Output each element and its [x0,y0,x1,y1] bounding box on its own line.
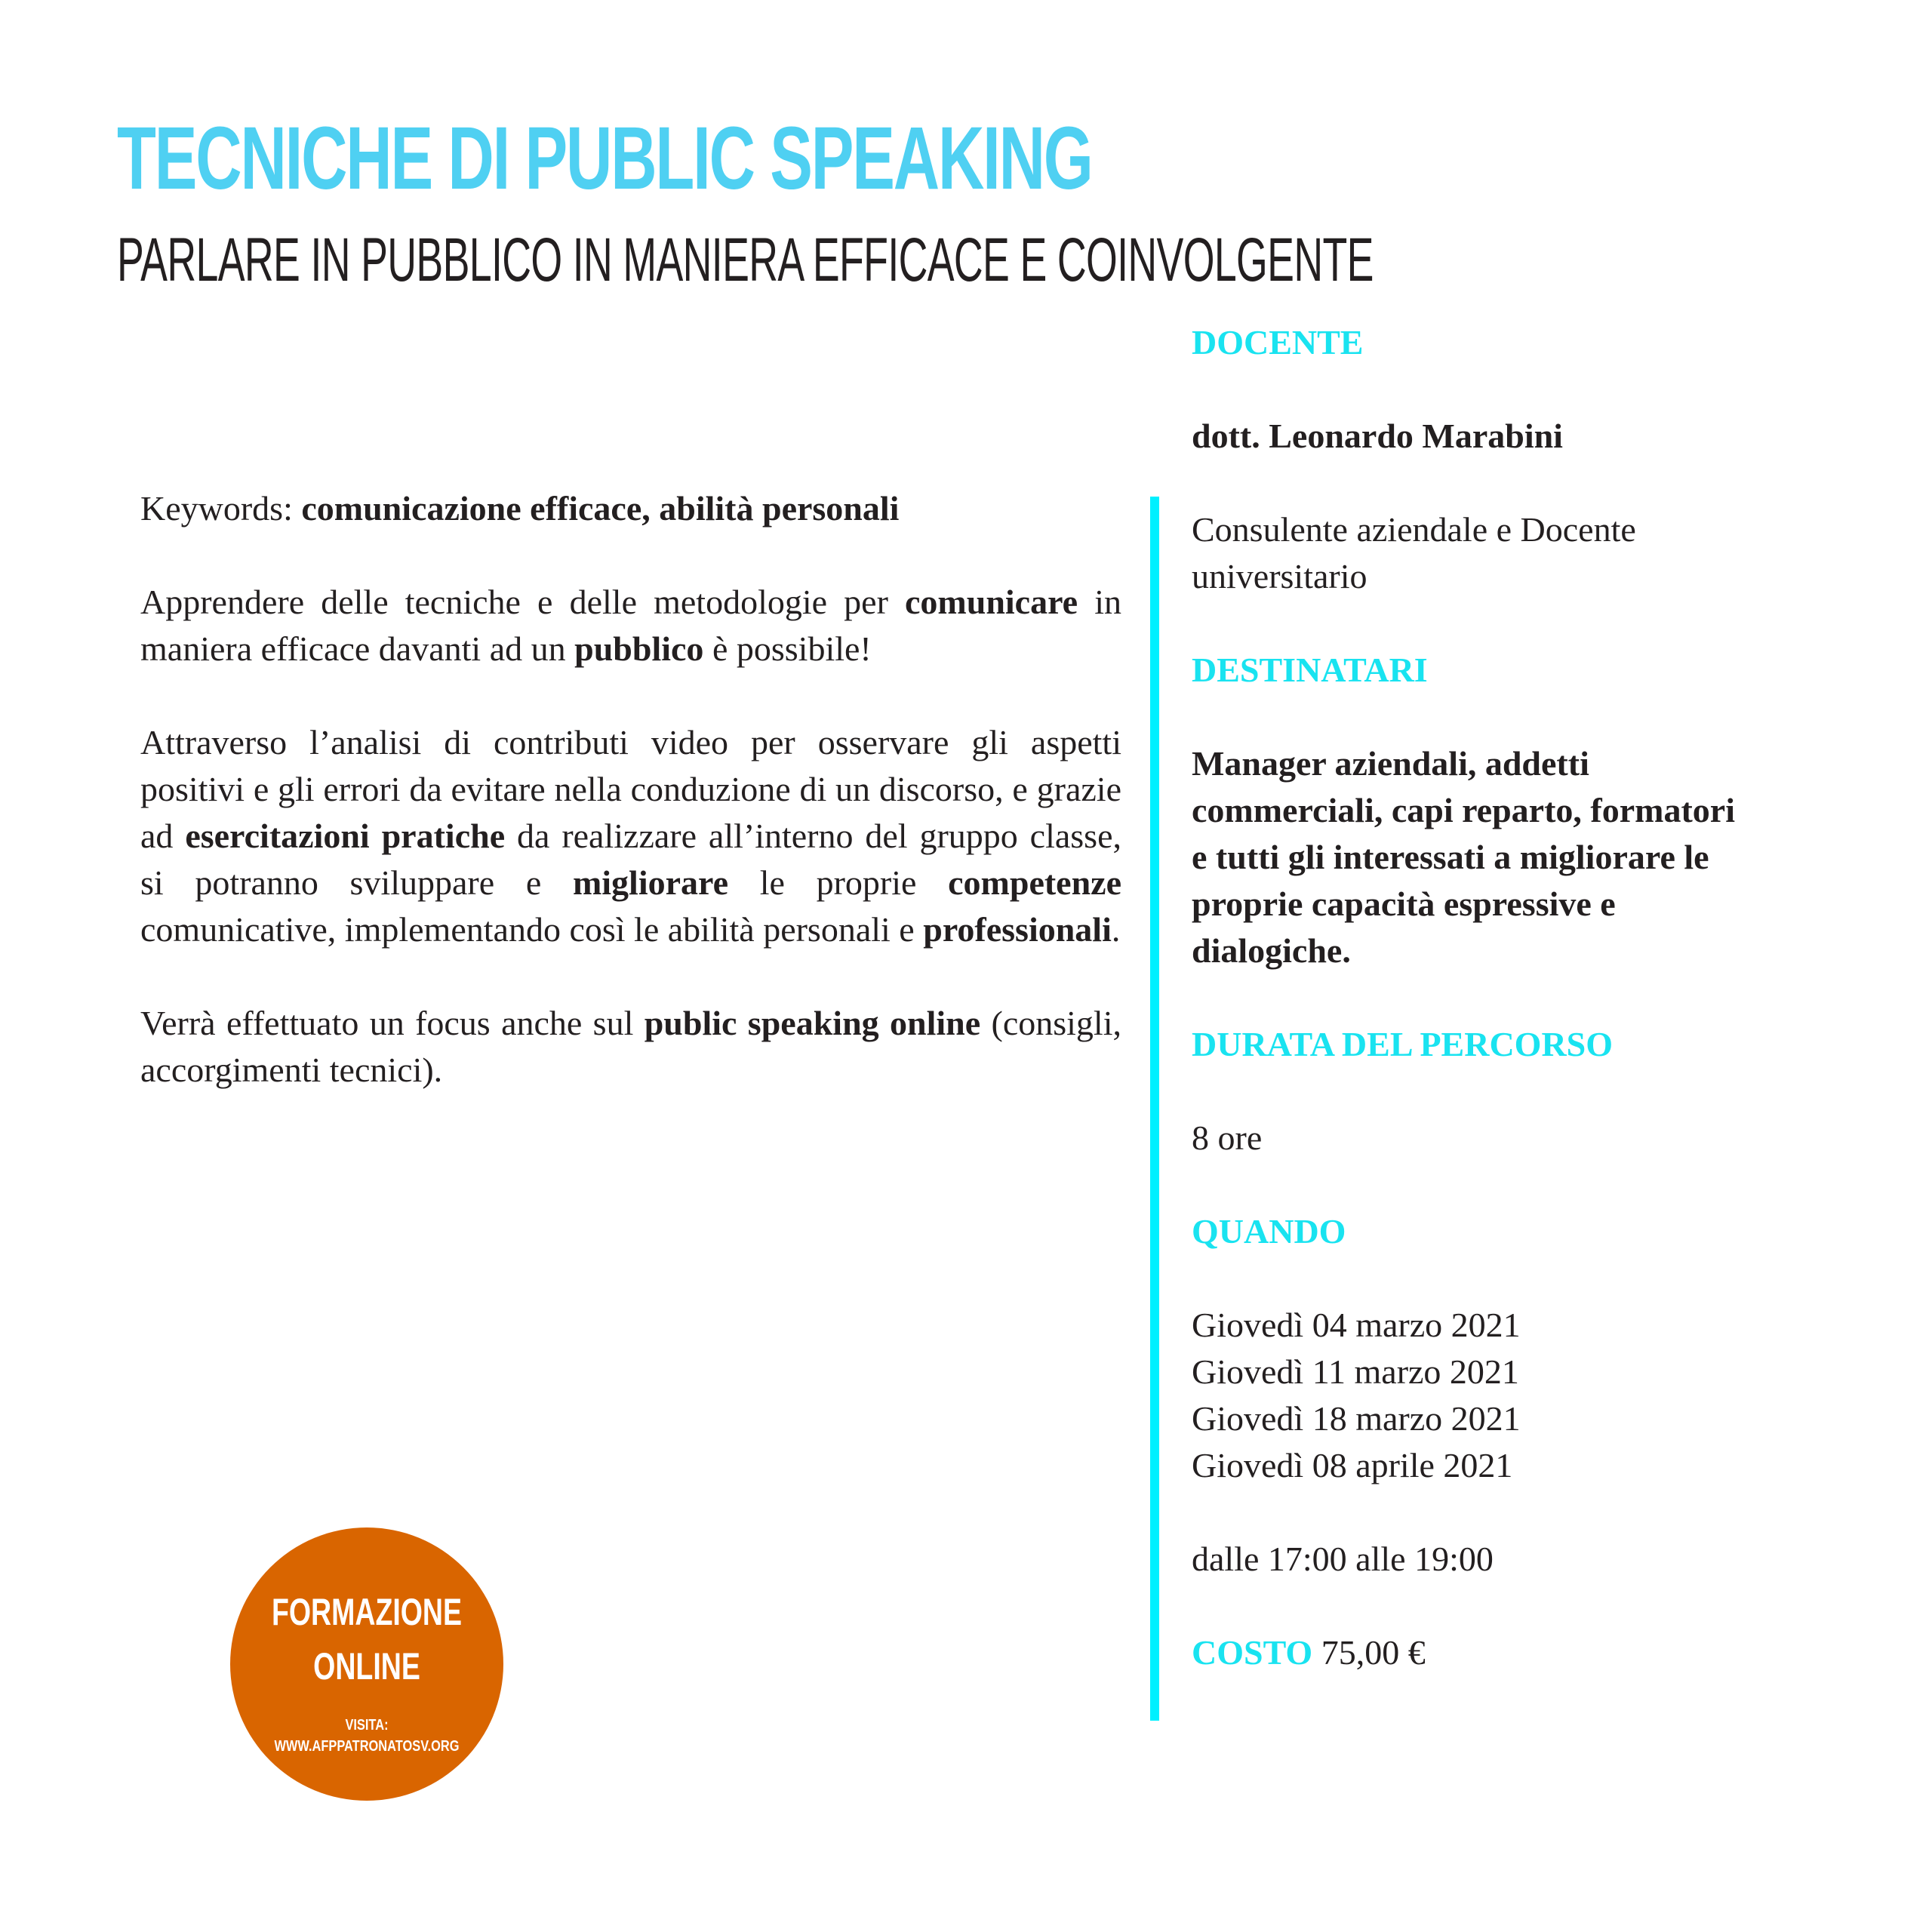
vertical-divider [1150,497,1159,1721]
keywords-line [140,485,1121,532]
date-item: Giovedì 18 marzo 2021 [1192,1399,1521,1438]
p2-bold-3: competenze [948,863,1122,902]
p2-bold-2: migliorare [572,863,729,902]
costo-line [1192,1629,1735,1676]
course-details [1192,319,1735,1723]
course-description [140,485,1121,1140]
p3-text-2: (consigli, accorgimenti tecnici). [140,1004,1121,1089]
page-subtitle: PARLARE IN PUBBLICO IN MANIERA EFFICACE E COINVOLGENTE [117,226,1374,294]
destinatari-heading: DESTINATARI [1192,651,1428,689]
costo-value: 75,00 € [1312,1633,1426,1672]
date-item: Giovedì 11 marzo 2021 [1192,1352,1519,1391]
page-title: TECNICHE DI PUBLIC SPEAKING [117,109,1092,208]
keywords-value: comunicazione efficace, abilità personali [301,489,900,528]
p2-text-3: le proprie [728,863,949,902]
badge-visit-label: VISITA: [345,1717,389,1734]
p1-text-2: in maniera efficace davanti ad un [140,583,1121,668]
quando-heading: QUANDO [1192,1212,1346,1251]
docente-name: dott. Leonardo Marabini [1192,417,1563,455]
p1-text-1: Apprendere delle tecniche e delle metodologie per [140,583,905,621]
p2-text-2: da realizzare all’interno del gruppo classe, si potranno sviluppare e [140,817,1122,902]
orario: dalle 17:00 alle 19:00 [1192,1540,1494,1578]
p2-text-1: Attraverso l’analisi di contributi video per osservare gli aspetti positivi e gli errori da evitare nella conduzione di un discorso, e grazie ad [140,723,1121,855]
date-item: Giovedì 04 marzo 2021 [1192,1306,1521,1344]
badge-line-1: FORMAZIONE [271,1591,463,1633]
costo-label: COSTO [1192,1633,1313,1672]
durata-value: 8 ore [1192,1118,1263,1157]
p2-bold-1: esercitazioni pratiche [185,817,506,855]
docente-heading: DOCENTE [1192,323,1364,361]
p2-text-4: comunicative, implementando così le abilità personali e [140,910,924,949]
p3-bold-1: public speaking online [644,1004,981,1042]
keywords-label: Keywords: [140,489,302,528]
p1-text-3: è possibile! [703,629,872,668]
p2-text-5: . [1111,910,1121,949]
intro-paragraph-3 [140,1000,1121,1094]
durata-heading: DURATA DEL PERCORSO [1192,1025,1614,1063]
destinatari-text: Manager aziendali, addetti commerciali, capi reparto, formatori e tutti gli interessati a migliorare le proprie capacità espressive e dialogiche. [1192,744,1735,970]
dates-list [1192,1302,1735,1489]
p2-bold-4: professionali [923,910,1112,949]
badge-line-2: ONLINE [313,1645,420,1687]
p1-bold-2: pubblico [574,629,704,668]
docente-role: Consulente aziendale e Docente universitario [1192,510,1636,595]
intro-paragraph-1 [140,579,1121,672]
p1-bold-1: comunicare [905,583,1078,621]
intro-paragraph-2 [140,719,1121,953]
formazione-online-badge [230,1527,503,1801]
badge-url: WWW.AFPPATRONATOSV.ORG [274,1738,460,1755]
p3-text-1: Verrà effettuato un focus anche sul [140,1004,645,1042]
date-item: Giovedì 08 aprile 2021 [1192,1446,1513,1484]
